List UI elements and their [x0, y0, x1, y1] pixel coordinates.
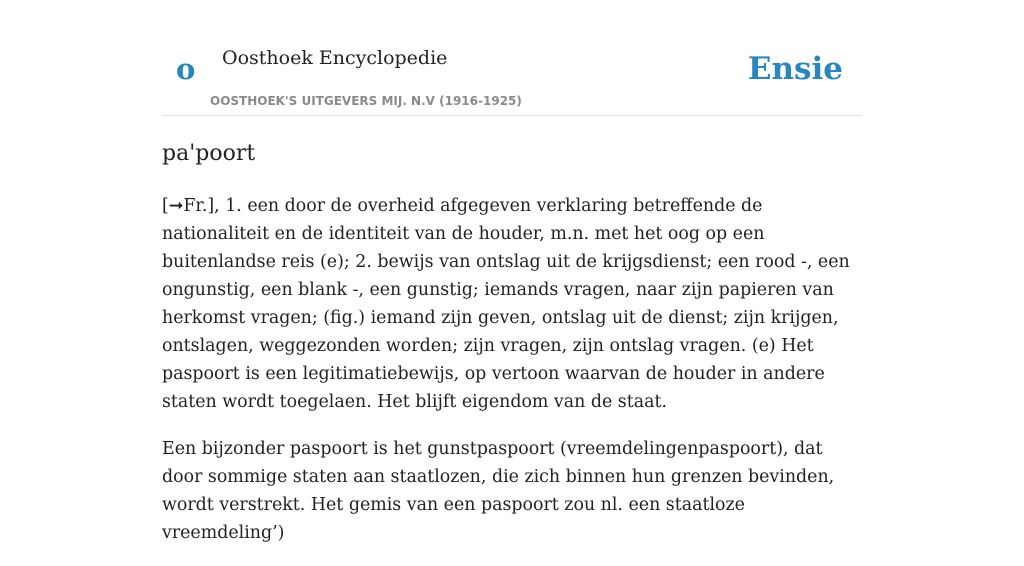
article-paragraph-1: [➞Fr.], 1. een door de overheid afgegeven verklaring betreffende de nationaliteit en de identiteit van de houder, m.n. met het oog op een buitenlandse reis (e); 2. bewijs van ontslag uit de krijgsdienst; een rood -, een ongunstig, een blank -, een gunstig; iemands vragen, naar zijn papieren van herkomst vragen; (fig.) iemand zijn geven, ontslag uit de dienst; zijn krijgen, ontslagen, weggezonden worden; zijn vragen, zijn ontslag vragen. (e) Het paspoort is een legitimatiebewijs, op vertoon waarvan de houder in andere staten wordt toegelaen. Het blijft eigendom van de staat. [162, 196, 850, 412]
source-title-link[interactable]: Oosthoek Encyclopedie [222, 47, 448, 69]
entry-headword: pa'poort [162, 141, 256, 166]
source-logo-icon[interactable]: o [176, 52, 196, 86]
publisher-label: OOSTHOEK'S UITGEVERS MIJ. N.V (1916-1925) [210, 94, 522, 108]
source-header [162, 0, 862, 116]
ensie-brand-logo[interactable]: Ensie [747, 51, 843, 87]
entry-article [162, 192, 862, 566]
article-paragraph-2: Een bijzonder paspoort is het gunstpaspoort (vreemdelingenpaspoort), dat door sommige staten aan staatlozen, die zich binnen hun grenzen bevinden, wordt verstrekt. Het gemis van een paspoort zou nl. een staatloze vreemdeling’) [162, 439, 835, 543]
